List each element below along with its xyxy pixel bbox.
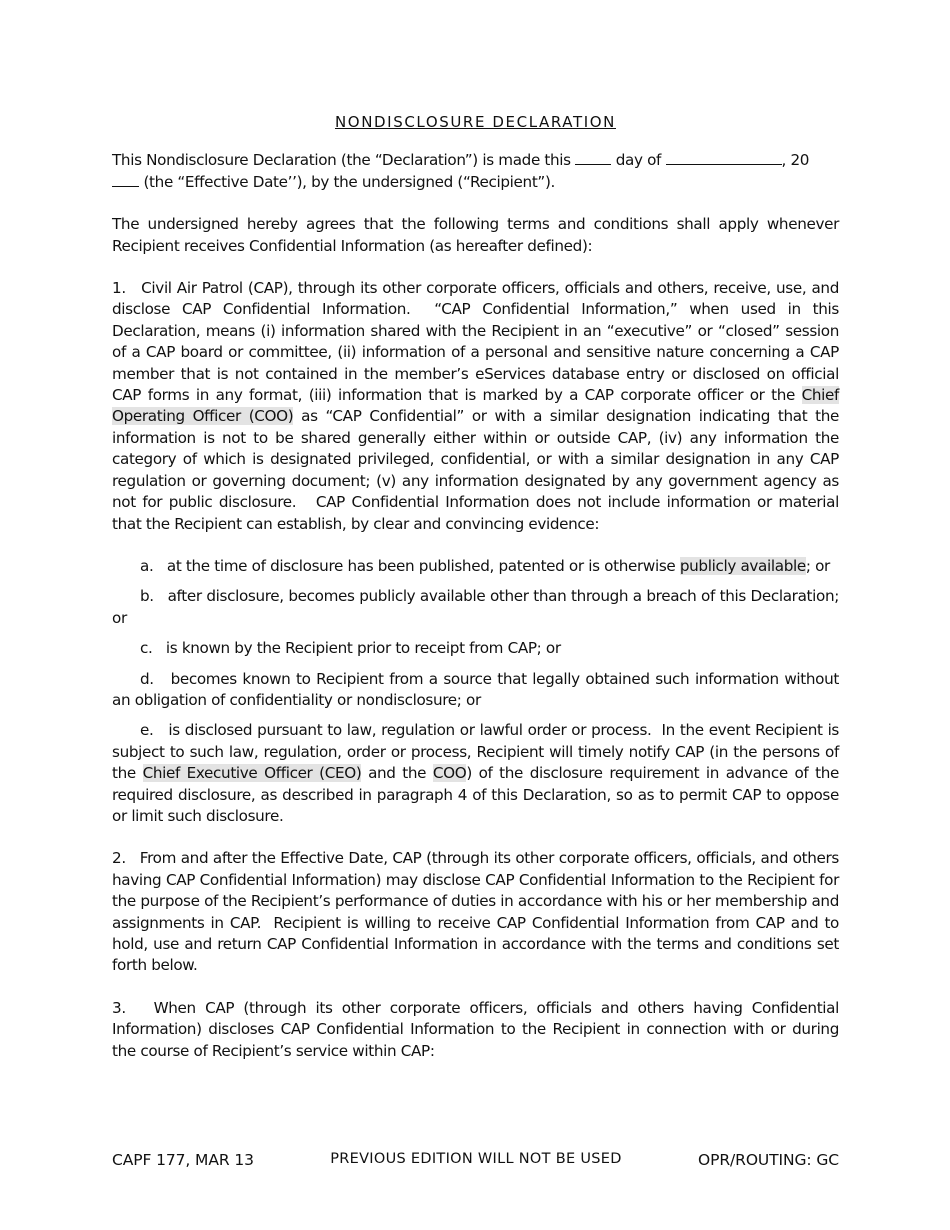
intro-text-1: This Nondisclosure Declaration (the “Declaration”) is made this (112, 151, 571, 170)
item-d: d. becomes known to Recipient from a source that legally obtained such information without an obligation of confidentiality or nondisclosure; or (112, 669, 839, 709)
item-c: c. is known by the Recipient prior to receipt from CAP; or (140, 639, 561, 658)
paragraph-3: 3. When CAP (through its other corporate officers, officials and others having Confidential Information) discloses CAP Confidential Information to the Recipient in connection with or during the course of Recipient’s service within CAP: (112, 998, 839, 1060)
item-e-text-2: and the (368, 764, 427, 783)
publicly-available-highlight: publicly available (679, 556, 806, 575)
paragraph-1-part-b: as “CAP Confidential” or with a similar designation indicating that the information is not to be shared generally either within or outside CAP, (iv) any information the category of which is designated privileged, confidential, or with a similar designation in any CAP regulation or governing document; (v) any information designated by any government agency as not for public disclosure. CAP Confidential Information does not include information or material that the Recipient can establish, by clear and convincing evidence: (112, 407, 839, 533)
coo-abbrev-highlight: COO (432, 764, 467, 783)
item-e-text-1: e. is disclosed pursuant to law, regulation or lawful order or process. In the event Recipient is subject to such law, regulation, order or process, Recipient will timely notify CAP (in the persons of the (112, 721, 839, 783)
edition-notice: PREVIOUS EDITION WILL NOT BE USED (330, 1151, 622, 1167)
coo-highlight: Chief Operating Officer (COO) (112, 386, 839, 426)
month-blank (666, 150, 782, 165)
item-e (112, 720, 839, 827)
paragraph-1 (112, 278, 839, 535)
paragraph-1-part-a: 1. Civil Air Patrol (CAP), through its other corporate officers, officials and others, receive, use, and disclose CAP Confidential Information. “CAP Confidential Information,” when used in this Declaration, means (i) information shared with the Recipient in an “executive” or “closed” session of a CAP board or committee, (ii) information of a personal and sensitive nature concerning a CAP member that is not contained in the member’s eServices database entry or disclosed on official CAP forms in any format, (iii) information that is marked by a CAP corporate officer or the (112, 279, 839, 405)
item-e-text-3: ) of the disclosure requirement in advance of the required disclosure, as described in paragraph 4 of this Declaration, so as to permit CAP to oppose or limit such disclosure. (112, 764, 839, 825)
agreement-paragraph: The undersigned hereby agrees that the following terms and conditions shall apply whenever Recipient receives Confidential Information (as hereafter defined): (112, 215, 839, 255)
day-blank (575, 150, 611, 165)
item-a-end: ; or (805, 556, 830, 575)
opr-routing: OPR/ROUTING: GC (698, 1151, 839, 1169)
intro-text-4: (the “Effective Date’’), by the undersigned (“Recipient”). (143, 172, 555, 191)
year-blank (112, 172, 139, 187)
page-footer (112, 1151, 839, 1169)
intro-text-3: , 20 (781, 151, 810, 170)
paragraph-2: 2. From and after the Effective Date, CAP (through its other corporate officers, officials, and others having CAP Confidential Information) may disclose CAP Confidential Information to the Recipient for the purpose of the Recipient’s performance of duties in accordance with his or her membership and assignments in CAP. Recipient is willing to receive CAP Confidential Information from CAP and to hold, use and return CAP Confidential Information in accordance with the terms and conditions set forth below. (112, 849, 839, 975)
document-title: NONDISCLOSURE DECLARATION (334, 113, 616, 131)
form-number: CAPF 177, MAR 13 (112, 1151, 254, 1169)
item-a (112, 556, 839, 577)
document-body (112, 112, 839, 1062)
item-b: b. after disclosure, becomes publicly available other than through a breach of this Declaration; or (112, 587, 839, 627)
intro-paragraph (112, 150, 839, 193)
item-a-text: a. at the time of disclosure has been published, patented or is otherwise (140, 556, 676, 575)
ceo-highlight: Chief Executive Officer (CEO) (142, 764, 362, 783)
intro-text-2: day of (615, 151, 662, 170)
